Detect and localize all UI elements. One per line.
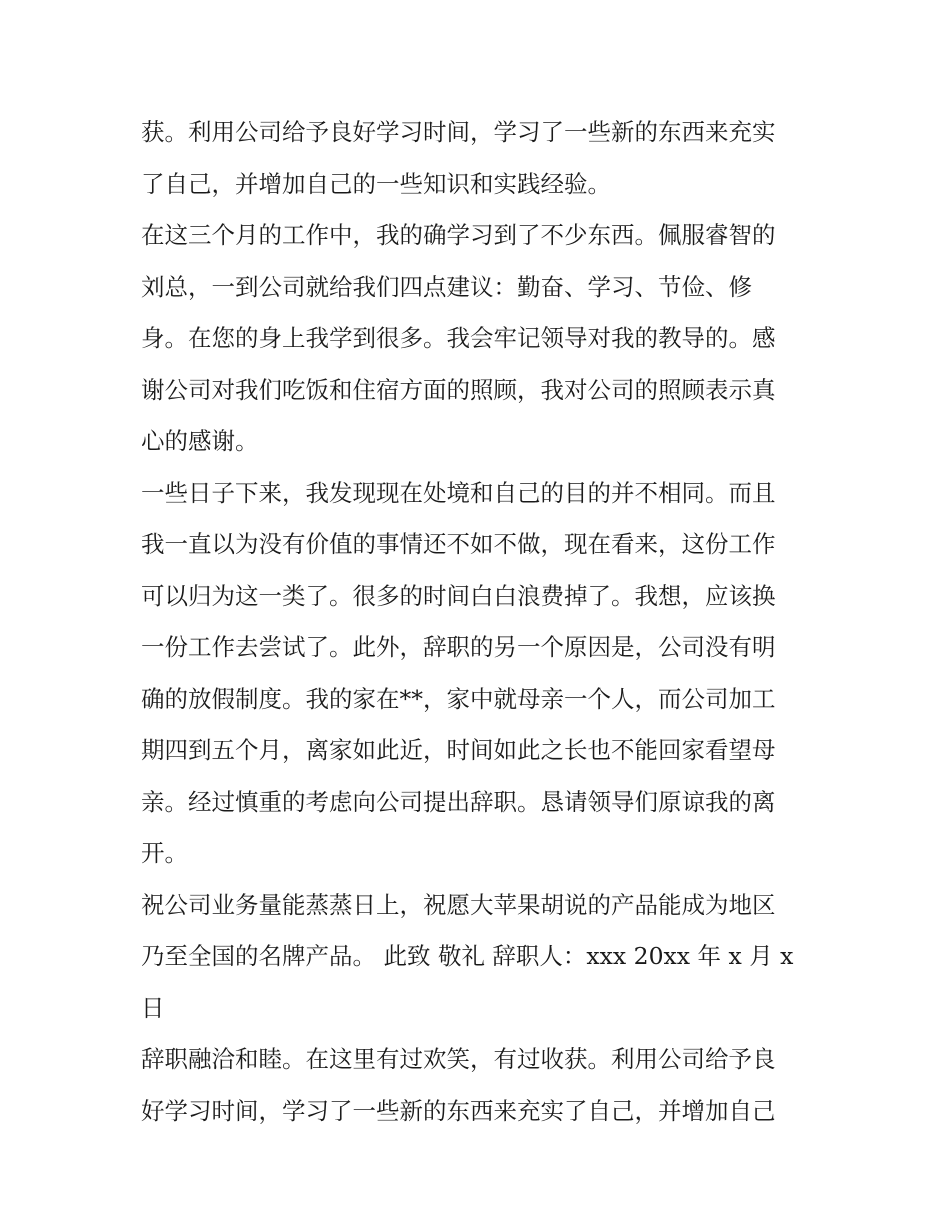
text-line: 乃至全国的名牌产品。 此致 敬礼 辞职人：xxx 20xx 年 x 月 x — [141, 942, 794, 970]
text-line: 心的感谢。 — [141, 427, 259, 455]
text-line: 一份工作去尝试了。此外，辞职的另一个原因是，公司没有明 — [141, 633, 776, 661]
text-line: 期四到五个月，离家如此近，时间如此之长也不能回家看望母 — [141, 736, 776, 764]
text-line: 辞职融洽和睦。在这里有过欢笑，有过收获。利用公司给予良 — [141, 1045, 776, 1073]
text-line: 谢公司对我们吃饭和住宿方面的照顾，我对公司的照顾表示真 — [141, 375, 776, 404]
text-line: 祝公司业务量能蒸蒸日上，祝愿大苹果胡说的产品能成为地区 — [141, 890, 776, 919]
text-line: 刘总，一到公司就给我们四点建议：勤奋、学习、节俭、修 — [141, 272, 752, 301]
text-line: 亲。经过慎重的考虑向公司提出辞职。恳请领导们原谅我的离 — [141, 787, 776, 816]
text-line: 身。在您的身上我学到很多。我会牢记领导对我的教导的。感 — [141, 324, 776, 352]
text-line: 我一直以为没有价值的事情还不如不做，现在看来，这份工作 — [141, 530, 776, 558]
text-line: 一些日子下来，我发现现在处境和自己的目的并不相同。而且 — [141, 478, 776, 507]
text-line: 开。 — [141, 839, 188, 867]
text-line: 在这三个月的工作中，我的确学习到了不少东西。佩服睿智的 — [141, 221, 776, 249]
text-line: 确的放假制度。我的家在**，家中就母亲一个人，而公司加工 — [141, 684, 776, 713]
text-line: 了自己，并增加自己的一些知识和实践经验。 — [141, 169, 611, 198]
text-line: 获。利用公司给予良好学习时间，学习了一些新的东西来充实 — [141, 118, 776, 146]
text-line: 好学习时间，学习了一些新的东西来充实了自己，并增加自己 — [141, 1096, 776, 1125]
text-line: 日 — [141, 993, 165, 1022]
document-body — [141, 107, 821, 1137]
text-line: 可以归为这一类了。很多的时间白白浪费掉了。我想，应该换 — [141, 581, 776, 610]
